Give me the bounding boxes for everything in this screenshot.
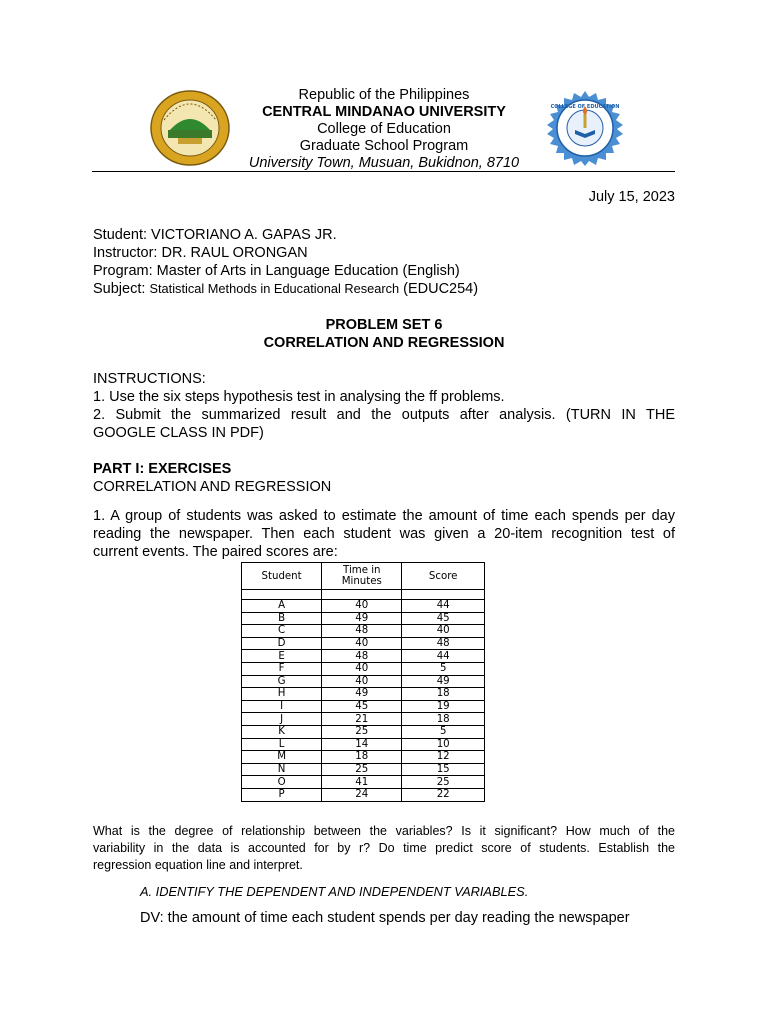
table-row: [242, 751, 485, 764]
question-line-2: variability in the data is accounted for by r? Do time predict score of students. Establish the: [93, 841, 675, 855]
student-cell: M: [242, 751, 322, 764]
time-cell: 40: [322, 675, 402, 688]
time-cell: 49: [322, 612, 402, 625]
problem-set-subtitle: CORRELATION AND REGRESSION: [263, 335, 505, 351]
table-row: [242, 612, 485, 625]
student-cell: G: [242, 675, 322, 688]
header-divider: [92, 171, 675, 172]
problem-line-2: reading the newspaper. Then each student was given a 20-item recognition test of: [93, 526, 675, 542]
student-cell: C: [242, 625, 322, 638]
table-row: [242, 662, 485, 675]
table-row: [242, 650, 485, 663]
student-cell: H: [242, 688, 322, 701]
subject-code: (EDUC254): [403, 281, 479, 297]
subject-label: Subject:: [93, 281, 146, 297]
table-header-time: Time in Minutes: [322, 563, 402, 590]
header-address: University Town, Musuan, Bukidnon, 8710: [248, 155, 520, 171]
time-cell: 41: [322, 776, 402, 789]
table-spacer-row: [242, 590, 485, 600]
table-row: [242, 738, 485, 751]
header-republic: Republic of the Philippines: [298, 87, 470, 103]
part1-heading: PART I: EXERCISES: [93, 461, 232, 477]
table-row: [242, 763, 485, 776]
program-label: Program:: [93, 263, 153, 279]
score-cell: 5: [402, 662, 485, 675]
time-cell: 21: [322, 713, 402, 726]
time-cell: 25: [322, 725, 402, 738]
instruction-item-2-cont: GOOGLE CLASS IN PDF): [93, 425, 264, 441]
table-row: [242, 637, 485, 650]
instruction-item-1: 1. Use the six steps hypothesis test in analysing the ff problems.: [93, 389, 505, 405]
instruction-item-2: 2. Submit the summarized result and the outputs after analysis. (TURN IN THE: [93, 407, 675, 423]
student-name: VICTORIANO A. GAPAS JR.: [151, 227, 337, 243]
score-cell: 45: [402, 612, 485, 625]
score-cell: 5: [402, 725, 485, 738]
student-cell: I: [242, 700, 322, 713]
student-cell: O: [242, 776, 322, 789]
time-cell: 40: [322, 637, 402, 650]
subject-name: Statistical Methods in Educational Research: [149, 281, 400, 296]
instructor-name: DR. RAUL ORONGAN: [161, 245, 308, 261]
time-cell: 24: [322, 788, 402, 801]
problem-set-title: PROBLEM SET 6: [325, 317, 443, 333]
score-cell: 10: [402, 738, 485, 751]
time-cell: 45: [322, 700, 402, 713]
score-cell: 44: [402, 650, 485, 663]
section-a-heading: A. IDENTIFY THE DEPENDENT AND INDEPENDENT VARIABLES.: [140, 884, 529, 899]
student-cell: F: [242, 662, 322, 675]
table-header-student: Student: [242, 563, 322, 590]
header-program: Graduate School Program: [299, 138, 469, 154]
header-university: CENTRAL MINDANAO UNIVERSITY: [262, 104, 506, 120]
table-row: [242, 788, 485, 801]
seal-text: COLLEGE OF EDUCATION: [550, 104, 620, 110]
student-cell: B: [242, 612, 322, 625]
score-cell: 12: [402, 751, 485, 764]
table-header-row: [242, 563, 485, 590]
time-cell: 48: [322, 625, 402, 638]
time-cell: 48: [322, 650, 402, 663]
table-row: [242, 725, 485, 738]
time-cell: 49: [322, 688, 402, 701]
score-cell: 18: [402, 688, 485, 701]
question-line-1: What is the degree of relationship between the variables? Is it significant? How much of the: [93, 824, 675, 838]
dependent-variable-text: DV: the amount of time each student spends per day reading the newspaper: [140, 910, 630, 926]
student-label: Student:: [93, 227, 148, 243]
student-cell: D: [242, 637, 322, 650]
instructor-line: [93, 244, 308, 262]
program-line: [93, 262, 460, 280]
paired-scores-table: [241, 562, 485, 802]
time-cell: 14: [322, 738, 402, 751]
student-cell: J: [242, 713, 322, 726]
instructions-heading: INSTRUCTIONS:: [93, 371, 206, 387]
score-cell: 18: [402, 713, 485, 726]
table-row: [242, 776, 485, 789]
score-cell: 40: [402, 625, 485, 638]
header-college: College of Education: [317, 121, 451, 137]
score-cell: 25: [402, 776, 485, 789]
table-body: [242, 590, 485, 802]
score-cell: 48: [402, 637, 485, 650]
score-cell: 15: [402, 763, 485, 776]
student-cell: A: [242, 600, 322, 613]
score-cell: 49: [402, 675, 485, 688]
table-header-score: Score: [402, 563, 485, 590]
problem-line-3: current events. The paired scores are:: [93, 544, 338, 560]
table-row: [242, 600, 485, 613]
score-cell: 19: [402, 700, 485, 713]
student-cell: E: [242, 650, 322, 663]
table-row: [242, 713, 485, 726]
time-cell: 18: [322, 751, 402, 764]
table-row: [242, 625, 485, 638]
score-cell: 22: [402, 788, 485, 801]
document-date: July 15, 2023: [588, 189, 675, 205]
table-row: [242, 675, 485, 688]
subject-line: [93, 280, 478, 298]
table-row: [242, 700, 485, 713]
question-line-3: regression equation line and interpret.: [93, 858, 303, 872]
program-name: Master of Arts in Language Education (English): [156, 263, 460, 279]
time-cell: 40: [322, 600, 402, 613]
score-cell: 44: [402, 600, 485, 613]
student-line: [93, 226, 337, 244]
table-row: [242, 688, 485, 701]
instructor-label: Instructor:: [93, 245, 158, 261]
student-cell: P: [242, 788, 322, 801]
time-cell: 25: [322, 763, 402, 776]
student-cell: L: [242, 738, 322, 751]
student-cell: N: [242, 763, 322, 776]
part1-subheading: CORRELATION AND REGRESSION: [93, 479, 332, 495]
student-cell: K: [242, 725, 322, 738]
time-cell: 40: [322, 662, 402, 675]
problem-line-1: 1. A group of students was asked to estimate the amount of time each spends per day: [93, 508, 675, 524]
